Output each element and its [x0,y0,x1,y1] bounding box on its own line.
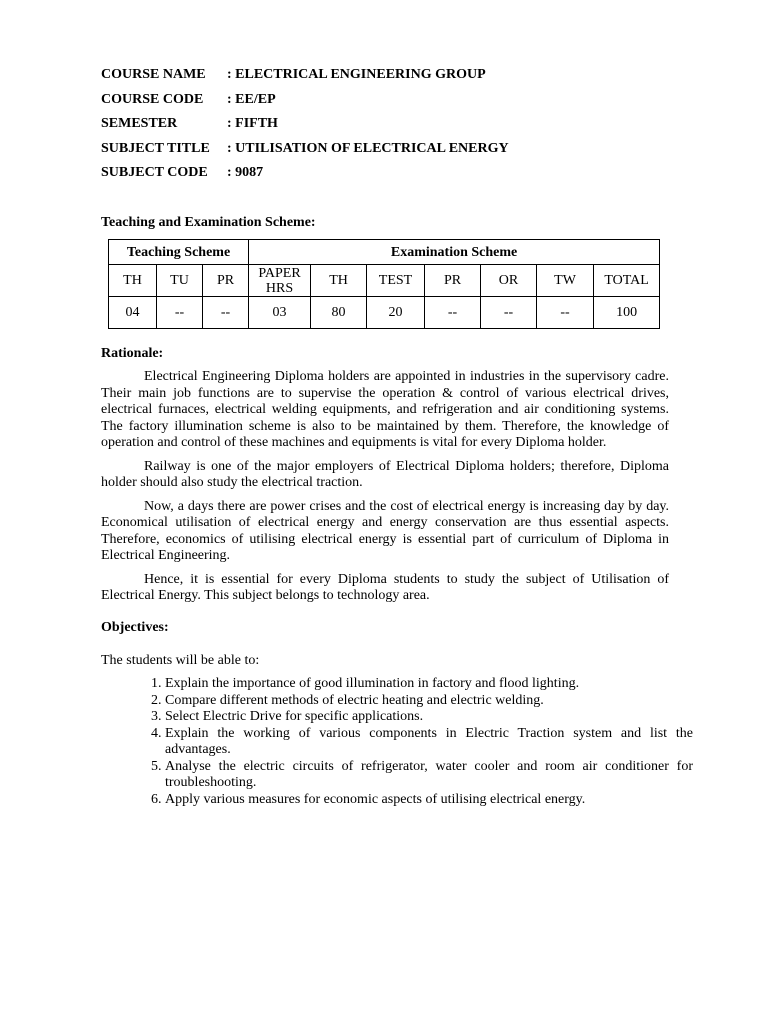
rationale-paragraph: Hence, it is essential for every Diploma students to study the subject of Utilisation of Electrical Energy. This subject belongs to technology area. [101,571,669,603]
subject-code-row [101,165,509,190]
info-label: SEMESTER [101,116,178,131]
rationale-body [101,369,669,612]
objective-item: 1. Explain the importance of good illumination in factory and flood lighting. [165,676,693,693]
objective-item: 3. Select Electric Drive for specific applications. [165,709,693,726]
column-header: OR [481,265,537,297]
rationale-paragraph: Railway is one of the major employers of Electrical Diploma holders; therefore, Diploma holder should also study the electrical traction. [101,458,669,490]
column-header: TH [311,265,367,297]
rationale-heading: Rationale: [101,346,164,361]
info-value: : EE/EP [227,91,276,107]
objective-item: 5. Analyse the electric circuits of refrigerator, water cooler and room air conditioner for troubleshooting. [165,759,693,792]
subject-title-row [101,141,509,166]
table-cell: -- [481,297,537,329]
column-header: TW [537,265,594,297]
table-cell: -- [157,297,203,329]
column-header: PR [203,265,249,297]
column-header: TU [157,265,203,297]
rationale-paragraph: Electrical Engineering Diploma holders are appointed in industries in the supervisory cadre. Their main job functions are to supervise the operation & control of various electrical drives, electrical furnaces, electrical welding equipments, and refrigeration and air conditioning systems. The factory illumination scheme is also to be maintained by them. Therefore, the knowledge of operation and control of these machines and equipments is vital for every Diploma holder. [101,369,669,450]
column-header: TEST [367,265,425,297]
table-cell: 04 [109,297,157,329]
course-name-row [101,67,509,92]
scheme-value-row [109,297,660,329]
column-header: PR [425,265,481,297]
table-cell: 03 [249,297,311,329]
course-info [101,67,509,190]
teaching-scheme-header: Teaching Scheme [109,240,249,265]
info-value: : FIFTH [227,116,278,131]
objectives-list [141,676,693,808]
objectives-intro: The students will be able to: [101,653,260,668]
table-cell: -- [425,297,481,329]
objectives-heading: Objectives: [101,620,169,635]
table-cell: -- [537,297,594,329]
table-cell: 80 [311,297,367,329]
objective-item: 2. Compare different methods of electric heating and electric welding. [165,693,693,710]
scheme-heading: Teaching and Examination Scheme: [101,215,316,230]
info-label: SUBJECT TITLE [101,140,210,156]
info-label: COURSE NAME [101,67,206,82]
table-cell: -- [203,297,249,329]
course-code-row [101,92,509,117]
table-cell: 20 [367,297,425,329]
rationale-paragraph: Now, a days there are power crises and the cost of electrical energy is increasing day by day. Economical utilisation of electrical energy and energy conservation are thus essential aspects. Therefore, economics of utilising electrical energy is essential part of curriculum of Diploma in Electrical Engineering. [101,498,669,563]
column-header: TOTAL [594,265,660,297]
info-value: : 9087 [227,165,264,180]
column-header: TH [109,265,157,297]
examination-scheme-header: Examination Scheme [249,240,660,265]
table-cell: 100 [594,297,660,329]
scheme-group-header-row [109,240,660,265]
scheme-table [108,239,660,329]
column-header: PAPER HRS [249,265,311,297]
objective-item: 6. Apply various measures for economic aspects of utilising electrical energy. [165,792,693,809]
scheme-column-header-row [109,265,660,297]
info-label: COURSE CODE [101,91,204,107]
objective-item: 4. Explain the working of various components in Electric Traction system and list the advantages. [165,726,693,759]
info-value: : UTILISATION OF ELECTRICAL ENERGY [227,140,509,156]
info-value: : ELECTRICAL ENGINEERING GROUP [227,67,486,82]
semester-row [101,116,509,141]
info-label: SUBJECT CODE [101,165,208,180]
